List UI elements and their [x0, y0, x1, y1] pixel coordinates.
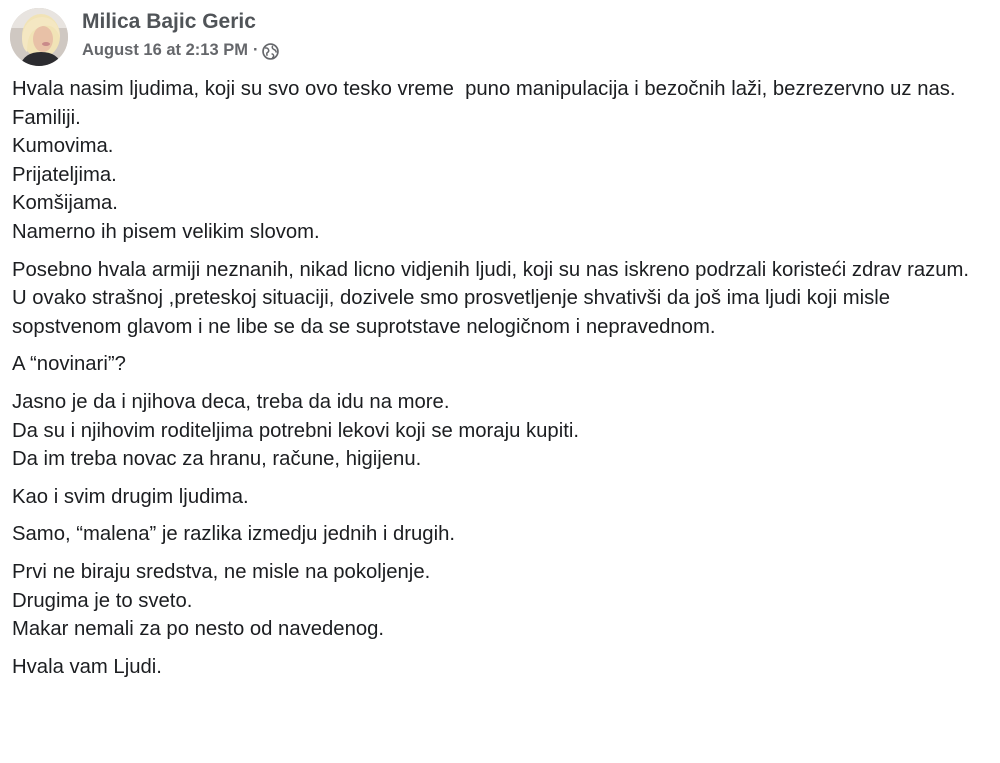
post-text-line: Komšijama. — [12, 192, 118, 215]
post-paragraph — [12, 388, 987, 474]
post-paragraph — [12, 558, 987, 644]
post-text-line: Da im treba novac za hranu, račune, higijenu. — [12, 448, 422, 471]
post-text-line: A “novinari”? — [12, 353, 126, 376]
post-text-line: Jasno je da i njihova deca, treba da idu na more. — [12, 390, 450, 413]
post-body — [12, 75, 987, 690]
post-text-line: Prijateljima. — [12, 163, 117, 186]
post-text-line: Samo, “malena” je razlika izmedju jednih i drugih. — [12, 523, 456, 546]
post-paragraph — [12, 75, 987, 247]
post-text-line: Da su i njihovim roditeljima potrebni lekovi koji se moraju kupiti. — [12, 419, 579, 442]
post-text-line: U ovako strašnoj ,preteskoj situaciji, dozivele smo prosvetljenje shvativši da još ima ljudi koji misle sopstvenom glavom i ne libe se da se suprotstave nelogičnom i nepravednom. — [12, 287, 896, 338]
post-text-line: Hvala vam Ljudi. — [12, 655, 162, 678]
post-text-line: Kumovima. — [12, 135, 114, 158]
post-text-line: Kao i svim drugim ljudima. — [12, 485, 249, 508]
post-paragraph — [12, 483, 987, 512]
post-text-line: Posebno hvala armiji neznanih, nikad licno vidjenih ljudi, koji su nas iskreno podrzali koristeći zdrav razum. — [12, 258, 970, 281]
post-paragraph — [12, 520, 987, 549]
post-text-line: Hvala nasim ljudima, koji su svo ovo tesko vreme puno manipulacija i bezočnih laži, bezrezervno uz nas. — [12, 78, 956, 100]
profile-photo-icon — [10, 8, 68, 66]
post-text-line: Namerno ih pisem velikim slovom. — [12, 220, 320, 243]
author-avatar[interactable] — [10, 8, 68, 66]
post-paragraph — [12, 256, 987, 342]
post-text-line: Prvi ne biraju sredstva, ne misle na pokoljenje. — [12, 560, 431, 583]
post-paragraph — [12, 653, 987, 682]
post-text-line: Drugima je to sveto. — [12, 589, 193, 612]
author-name[interactable]: Milica Bajic Geric — [82, 10, 256, 33]
post-text-line: Makar nemali za po nesto od navedenog. — [12, 618, 385, 641]
post-text-line: Familiji. — [12, 106, 81, 129]
globe-icon[interactable] — [262, 43, 279, 60]
post-meta — [82, 41, 279, 60]
meta-separator: · — [252, 41, 259, 59]
post-paragraph — [12, 350, 987, 379]
post-header — [10, 8, 610, 68]
post-timestamp[interactable]: August 16 at 2:13 PM — [82, 41, 248, 59]
